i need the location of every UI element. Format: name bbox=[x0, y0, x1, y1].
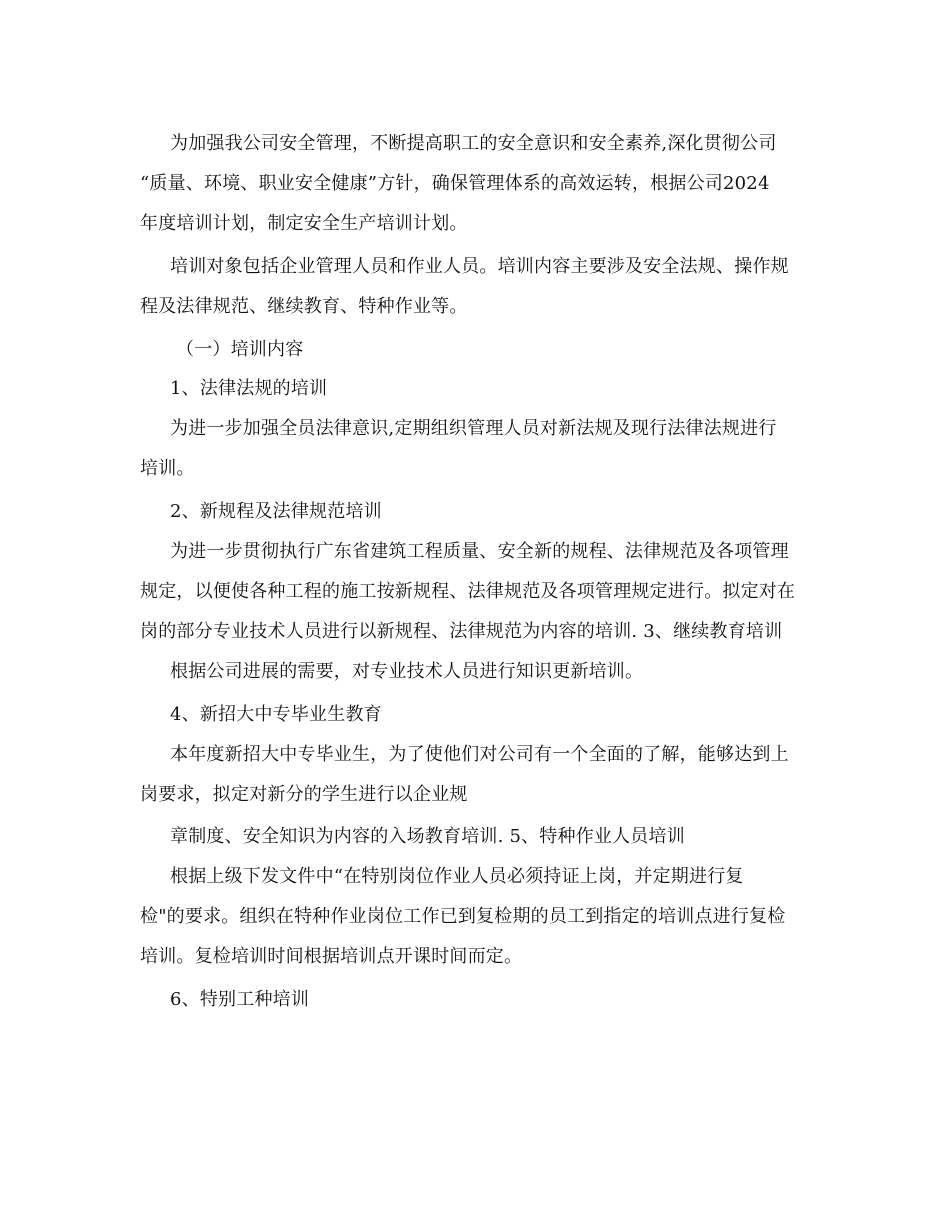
paragraph-target-line-1: 培训对象包括企业管理人员和作业人员。培训内容主要涉及安全法规、操作规 bbox=[170, 256, 789, 277]
item-heading-2: 2、新规程及法律规范培训 bbox=[170, 501, 382, 522]
item-5-line-2: 检"的要求。组织在特种作业岗位工作已到复检期的员工到指定的培训点进行复检 bbox=[140, 906, 786, 927]
item-heading-6: 6、特别工种培训 bbox=[170, 989, 310, 1010]
item-4-line-3: 章制度、安全知识为内容的入场教育培训. 5、特种作业人员培训 bbox=[170, 826, 685, 847]
section-heading-training-content: （一）培训内容 bbox=[176, 339, 304, 360]
item-1-line-1: 为进一步加强全员法律意识,定期组织管理人员对新法规及现行法律法规进行 bbox=[170, 418, 777, 439]
item-2-line-3: 岗的部分专业技术人员进行以新规程、法律规范为内容的培训. 3、继续教育培训 bbox=[140, 621, 783, 642]
paragraph-intro-line-3: 年度培训计划，制定安全生产培训计划。 bbox=[140, 213, 468, 234]
item-5-line-3: 培训。复检培训时间根据培训点开课时间而定。 bbox=[140, 946, 523, 967]
item-2-line-2: 规定，以便使各种工程的施工按新规程、法律规范及各项管理规定进行。拟定对在 bbox=[140, 581, 796, 602]
item-heading-4: 4、新招大中专毕业生教育 bbox=[170, 704, 382, 725]
item-4-line-1: 本年度新招大中专毕业生，为了使他们对公司有一个全面的了解，能够达到上 bbox=[170, 744, 789, 765]
item-4-line-2: 岗要求，拟定对新分的学生进行以企业规 bbox=[140, 784, 468, 805]
paragraph-intro-line-2: “质量、环境、职业安全健康”方针，确保管理体系的高效运转，根据公司2024 bbox=[140, 173, 770, 194]
item-heading-1: 1、法律法规的培训 bbox=[170, 378, 328, 399]
item-2-line-1: 为进一步贯彻执行广东省建筑工程质量、安全新的规程、法律规范及各项管理 bbox=[170, 541, 789, 562]
paragraph-intro-line-1: 为加强我公司安全管理，不断提高职工的安全意识和安全素养,深化贯彻公司 bbox=[170, 133, 777, 154]
item-1-line-2: 培训。 bbox=[140, 458, 195, 479]
item-5-line-1: 根据上级下发文件中“在特别岗位作业人员必须持证上岗，并定期进行复 bbox=[170, 866, 744, 887]
item-3-line-1: 根据公司进展的需要，对专业技术人员进行知识更新培训。 bbox=[170, 661, 644, 682]
paragraph-target-line-2: 程及法律规范、继续教育、特种作业等。 bbox=[140, 296, 468, 317]
